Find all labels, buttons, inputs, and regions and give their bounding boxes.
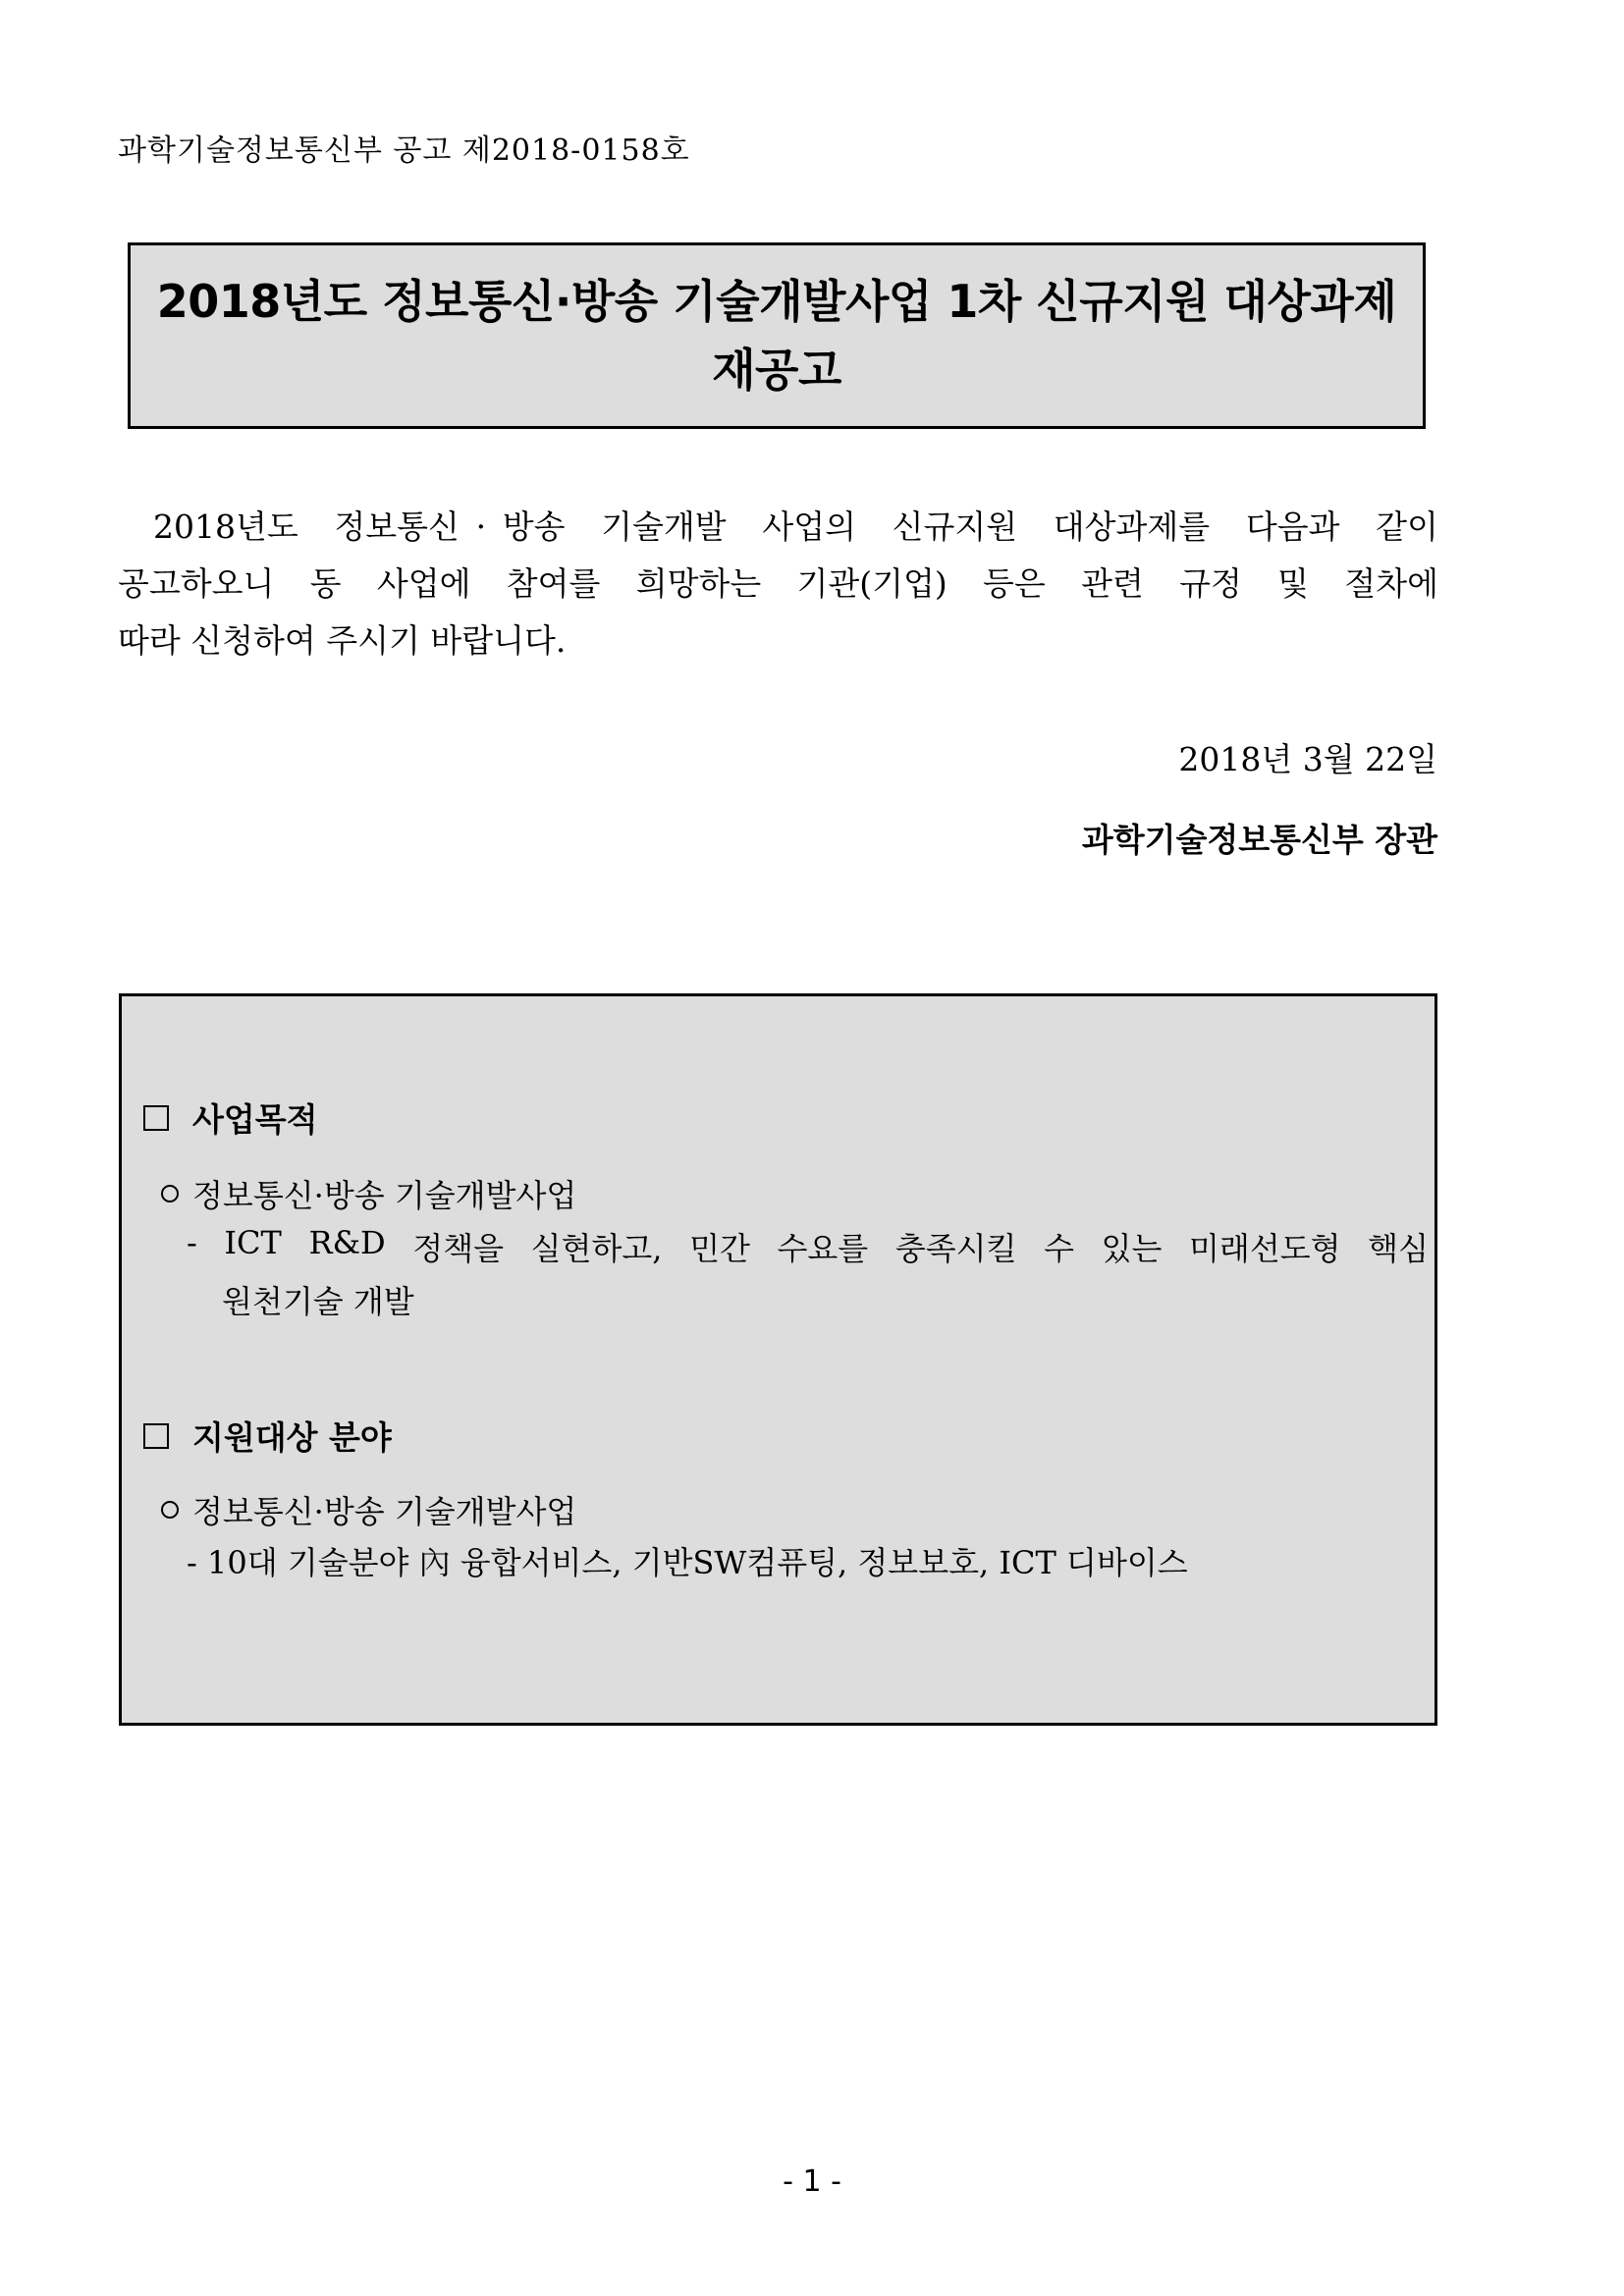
checkbox-icon [143,1105,169,1131]
title-box [128,242,1426,429]
paragraph-line-2: 공고하오니 동 사업에 참여를 희망하는 기관(기업) 등은 관련 규정 및 절차에 [118,564,1438,603]
paragraph-line-1: 2018년도 정보통신 · 방송 기술개발 사업의 신규지원 대상과제를 다음과 같이 [153,507,1438,546]
title-line-1: 2018년도 정보통신·방송 기술개발사업 1차 신규지원 대상과제 [156,275,1397,328]
info-box [119,993,1437,1726]
announcement-date: 2018년 3월 22일 [1178,740,1437,778]
paragraph-line-3: 따라 신청하여 주시기 바랍니다. [118,621,567,660]
section-detail-purpose-cont: 원천기술 개발 [222,1283,414,1320]
section-detail-target-field: - 10대 기술분야 內 융합서비스, 기반SW컴퓨팅, 정보보호, ICT 디바이스 [187,1544,1188,1581]
announcement-paragraph [118,499,1438,669]
notice-number: 과학기술정보통신부 공고 제2018-0158호 [118,133,690,168]
circle-bullet-icon [161,1501,179,1519]
title-line-2: 재공고 [712,344,841,397]
page-number: - 1 - [783,2164,841,2199]
section-item-target-field: 정보통신·방송 기술개발사업 [161,1487,576,1532]
section-heading-purpose: 사업목적 [143,1095,318,1141]
section-item-purpose: 정보통신·방송 기술개발사업 [161,1171,576,1216]
section-heading-target-field: 지원대상 분야 [143,1413,392,1459]
circle-bullet-icon [161,1185,179,1202]
signatory: 과학기술정보통신부 장관 [1081,821,1437,859]
section-detail-purpose: - ICT R&D 정책을 실현하고, 민간 수요를 충족시킬 수 있는 미래선도형 핵심 [187,1224,1429,1267]
checkbox-icon [143,1423,169,1449]
